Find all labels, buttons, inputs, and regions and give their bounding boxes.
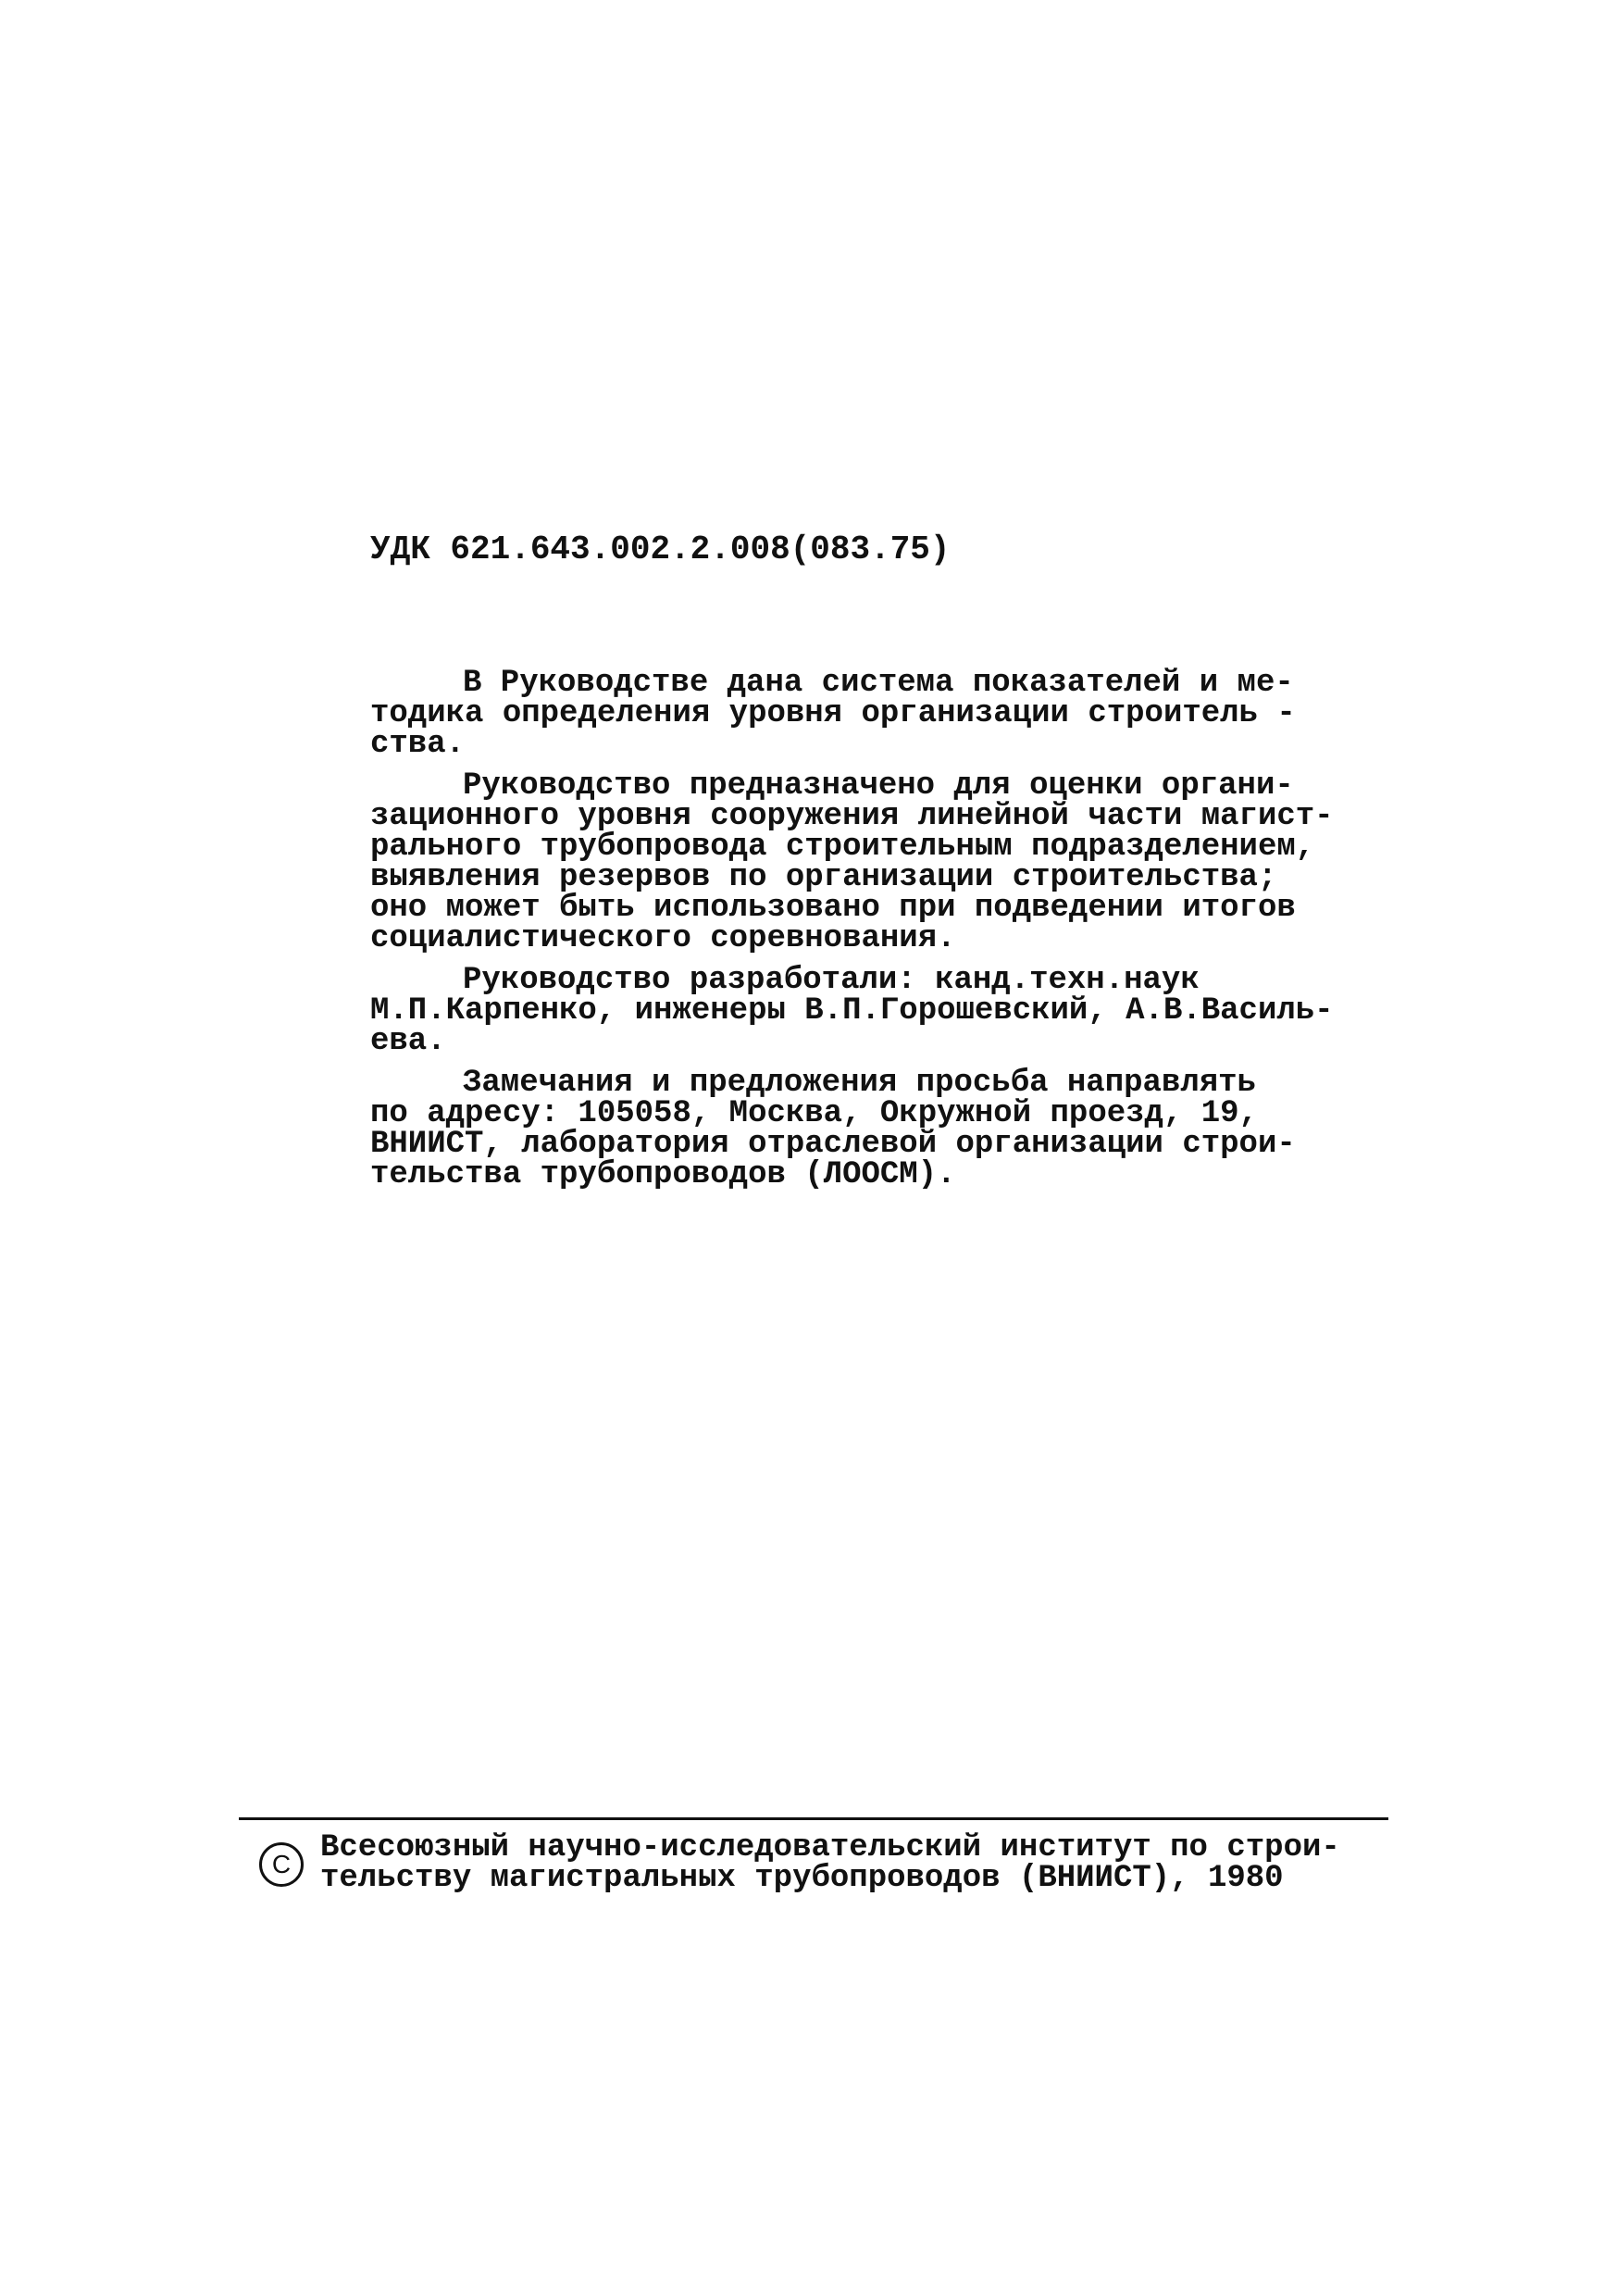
text-line: ева. — [370, 1024, 446, 1059]
abstract-paragraph-purpose — [370, 768, 1334, 956]
text-line: ВНИИСТ, лаборатория отраслевой организации строи- — [370, 1127, 1296, 1162]
text-line: тельству магистральных трубопроводов (ВНИИСТ), 1980 — [320, 1861, 1284, 1896]
text-line: В Руководстве дана система показателей и ме- — [463, 666, 1294, 701]
udk-code: УДК 621.643.002.2.008(083.75) — [370, 530, 951, 568]
text-line: зационного уровня сооружения линейной части магист- — [370, 799, 1334, 834]
publisher-notice — [320, 1830, 1340, 1896]
footer-body — [239, 1830, 1388, 1896]
text-line: ства. — [370, 727, 466, 762]
text-line: Всесоюзный научно-исследовательский институт по строи- — [320, 1830, 1340, 1866]
footer-divider — [239, 1817, 1388, 1820]
abstract-block — [370, 666, 1334, 1202]
text-line: рального трубопровода строительным подразделением, — [370, 830, 1315, 865]
text-line: Руководство предназначено для оценки органи- — [463, 768, 1294, 804]
abstract-paragraph-authors — [370, 963, 1334, 1059]
text-line: тодика определения уровня организации строитель - — [370, 696, 1296, 731]
text-line: М.П.Карпенко, инженеры В.П.Горошевский, А.В.Василь- — [370, 993, 1334, 1029]
text-line: по адресу: 105058, Москва, Окружной проезд, 19, — [370, 1096, 1258, 1131]
text-line: Руководство разработали: канд.техн.наук — [463, 963, 1200, 998]
text-line: Замечания и предложения просьба направлять — [463, 1066, 1256, 1101]
text-line: тельства трубопроводов (ЛООСМ). — [370, 1157, 956, 1192]
abstract-paragraph-summary — [370, 668, 1314, 760]
text-line: выявления резервов по организации строительства; — [370, 860, 1277, 895]
copyright-footer — [239, 1817, 1388, 1894]
copyright-icon: C — [259, 1842, 304, 1887]
abstract-paragraph-contact — [370, 1068, 1314, 1191]
text-line: социалистического соревнования. — [370, 921, 956, 956]
text-line: оно может быть использовано при подведении итогов — [370, 891, 1296, 926]
